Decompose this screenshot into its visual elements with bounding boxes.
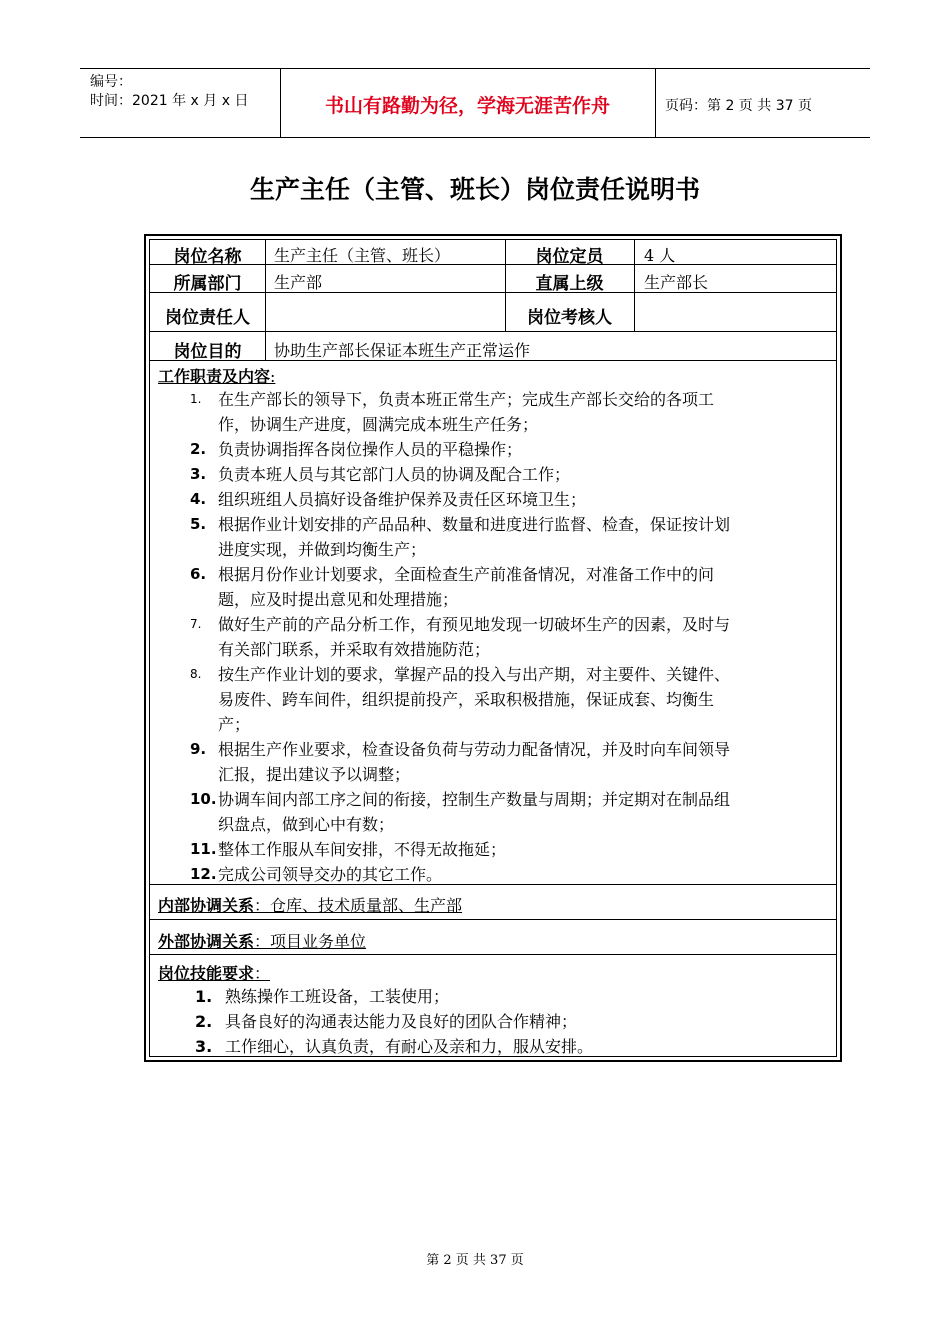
duty-text-line: 做好生产前的产品分析工作，有预见地发现一切破坏生产的因素，及时与 bbox=[218, 615, 731, 634]
duty-number: 10. bbox=[190, 790, 217, 808]
duty-item bbox=[190, 512, 835, 562]
duty-text-line: 有关部门联系，并采取有效措施防范； bbox=[218, 640, 491, 659]
skill-item bbox=[195, 1009, 577, 1034]
skill-number: 2. bbox=[195, 1012, 213, 1031]
row-divider bbox=[150, 331, 836, 332]
duty-item bbox=[190, 387, 835, 437]
superior-label: 直属上级 bbox=[535, 274, 604, 294]
duty-item bbox=[190, 562, 835, 612]
page-header bbox=[80, 68, 870, 138]
duty-number: 11. bbox=[190, 840, 217, 858]
header-motto: 书山有路勤为径，学海无涯苦作舟 bbox=[324, 95, 610, 117]
duty-number: 8. bbox=[190, 667, 202, 681]
headcount-label: 岗位定员 bbox=[535, 247, 604, 267]
skill-text: 工作细心，认真负责，有耐心及亲和力，服从安排。 bbox=[225, 1037, 594, 1056]
duty-number: 5. bbox=[190, 515, 207, 533]
skill-text: 熟练操作工班设备，工装使用； bbox=[225, 987, 450, 1006]
duty-text-line: 题，应及时提出意见和处理措施； bbox=[218, 590, 459, 609]
duty-text-line: 负责协调指挥各岗位操作人员的平稳操作； bbox=[218, 440, 523, 459]
duty-number: 12. bbox=[190, 865, 217, 883]
duty-item bbox=[190, 462, 835, 487]
internal-coordination: 内部协调关系：仓库、技术质量部、生产部 bbox=[158, 896, 463, 915]
page-footer: 第 2 页 共 37 页 bbox=[426, 1253, 524, 1268]
col-divider bbox=[265, 240, 266, 360]
header-page-info: 页码：第 2 页 共 37 页 bbox=[665, 98, 812, 114]
table-inner bbox=[149, 239, 837, 1057]
position-name-value: 生产主任（主管、班长） bbox=[274, 246, 451, 265]
duty-text-line: 协调车间内部工序之间的衔接，控制生产数量与周期；并定期对在制品组 bbox=[218, 790, 731, 809]
duty-item bbox=[190, 487, 835, 512]
position-name-label: 岗位名称 bbox=[173, 247, 242, 267]
skill-number: 1. bbox=[195, 987, 213, 1006]
internal-coordination-value: 仓库、技术质量部、生产部 bbox=[270, 896, 463, 915]
skill-text: 具备良好的沟通表达能力及良好的团队合作精神； bbox=[225, 1012, 578, 1031]
duty-text-line: 按生产作业计划的要求，掌握产品的投入与出产期，对主要件、关键件、 bbox=[218, 665, 731, 684]
duty-item bbox=[190, 787, 835, 837]
duty-text-line: 织盘点，做到心中有数； bbox=[218, 815, 395, 834]
department-value: 生产部 bbox=[274, 273, 323, 292]
duty-item bbox=[190, 737, 835, 787]
duty-text-line: 作，协调生产进度，圆满完成本班生产任务； bbox=[218, 415, 539, 434]
time-label: 时间：2021 年 x 月 x 日 bbox=[90, 93, 249, 109]
purpose-value: 协助生产部长保证本班生产正常运作 bbox=[274, 341, 531, 360]
duty-text-line: 整体工作服从车间安排，不得无故拖延； bbox=[218, 840, 507, 859]
duty-number: 1. bbox=[190, 392, 202, 406]
skills-heading: 岗位技能要求： bbox=[158, 964, 271, 983]
duty-item bbox=[190, 837, 835, 862]
code-label: 编号： bbox=[90, 74, 132, 90]
external-coordination: 外部协调关系：项目业务单位 bbox=[158, 932, 367, 951]
header-divider bbox=[655, 69, 656, 137]
duty-text-line: 产； bbox=[218, 715, 251, 734]
duty-item bbox=[190, 862, 835, 887]
job-description-table bbox=[144, 234, 842, 1062]
duty-number: 9. bbox=[190, 740, 207, 758]
duty-item bbox=[190, 612, 835, 662]
duty-text-line: 根据作业计划安排的产品品种、数量和进度进行监督、检查，保证按计划 bbox=[218, 515, 731, 534]
duty-number: 4. bbox=[190, 490, 207, 508]
duty-text-line: 负责本班人员与其它部门人员的协调及配合工作； bbox=[218, 465, 571, 484]
duty-item bbox=[190, 662, 835, 737]
duty-text-line: 进度实现，并做到均衡生产； bbox=[218, 540, 427, 559]
col-divider bbox=[634, 240, 635, 332]
skill-item bbox=[195, 984, 449, 1009]
duty-number: 6. bbox=[190, 565, 207, 583]
duty-number: 3. bbox=[190, 465, 207, 483]
duty-text-line: 汇报，提出建议予以调整； bbox=[218, 765, 411, 784]
external-coordination-value: 项目业务单位 bbox=[270, 932, 367, 951]
duty-text-line: 根据月份作业计划要求，全面检查生产前准备情况，对准备工作中的问 bbox=[218, 565, 715, 584]
department-label: 所属部门 bbox=[173, 274, 242, 294]
header-meta bbox=[90, 73, 248, 111]
duty-text-line: 完成公司领导交办的其它工作。 bbox=[218, 865, 443, 884]
assessor-label: 岗位考核人 bbox=[527, 308, 612, 328]
duty-text-line: 在生产部长的领导下，负责本班正常生产；完成生产部长交给的各项工 bbox=[218, 390, 715, 409]
duty-item bbox=[190, 437, 835, 462]
purpose-label: 岗位目的 bbox=[173, 342, 242, 362]
duty-number: 7. bbox=[190, 617, 202, 631]
duty-text-line: 易废件、跨车间件，组织提前投产，采取积极措施，保证成套、均衡生 bbox=[218, 690, 715, 709]
skill-item bbox=[195, 1034, 593, 1059]
headcount-value: 4 人 bbox=[644, 246, 676, 265]
duties-heading: 工作职责及内容: bbox=[158, 367, 276, 386]
responsible-label: 岗位责任人 bbox=[165, 308, 250, 328]
row-divider bbox=[150, 954, 836, 955]
skill-number: 3. bbox=[195, 1037, 213, 1056]
duty-number: 2. bbox=[190, 440, 207, 458]
row-divider bbox=[150, 919, 836, 920]
document-title: 生产主任（主管、班长）岗位责任说明书 bbox=[249, 175, 700, 204]
duty-text-line: 组织班组人员搞好设备维护保养及责任区环境卫生； bbox=[218, 490, 587, 509]
duty-text-line: 根据生产作业要求，检查设备负荷与劳动力配备情况，并及时向车间领导 bbox=[218, 740, 731, 759]
superior-value: 生产部长 bbox=[644, 273, 709, 292]
